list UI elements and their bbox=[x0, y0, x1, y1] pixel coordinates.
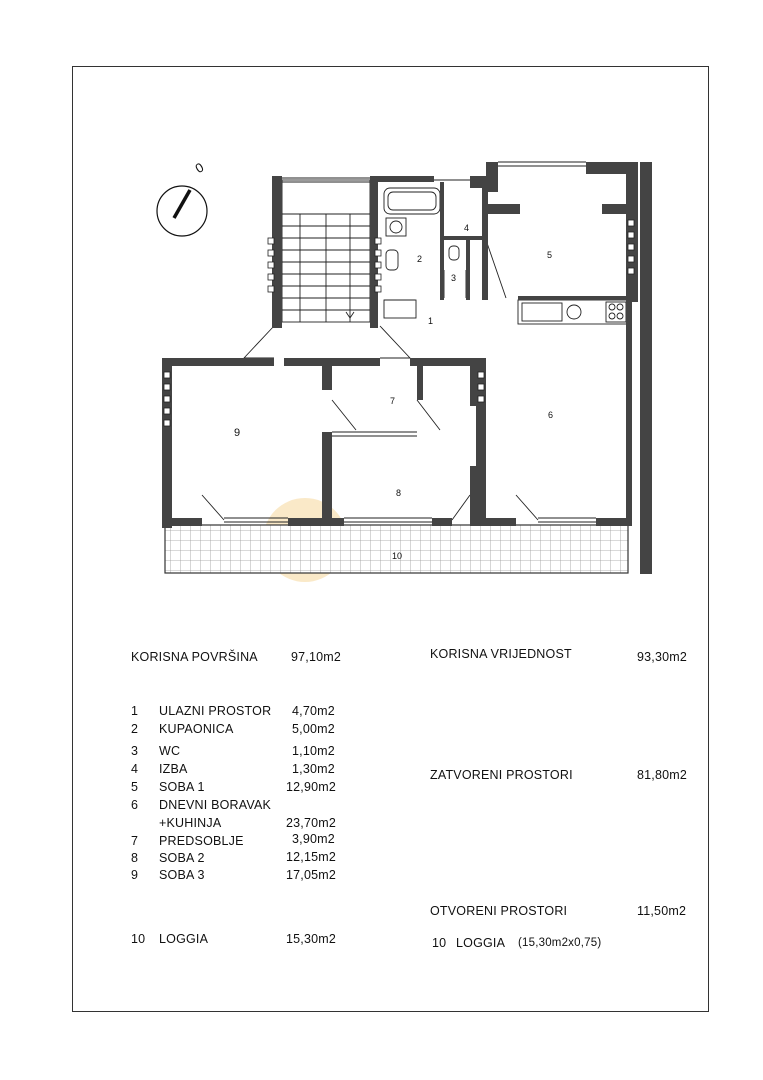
room-name: SOBA 1 bbox=[159, 780, 205, 794]
room-name: SOBA 3 bbox=[159, 868, 205, 882]
loggia-right-formula: (15,30m2x0,75) bbox=[518, 937, 602, 949]
room-name: KUPAONICA bbox=[159, 722, 234, 736]
room-num: 7 bbox=[131, 834, 139, 848]
otvoreni-label: OTVORENI PROSTORI bbox=[430, 904, 568, 918]
room-area: 1,10m2 bbox=[292, 744, 335, 758]
room-num: 4 bbox=[131, 762, 139, 776]
loggia bbox=[165, 525, 628, 573]
room-area: 5,00m2 bbox=[292, 722, 335, 736]
room-name: IZBA bbox=[159, 762, 188, 776]
room-num: 2 bbox=[131, 722, 139, 736]
room-area: 12,90m2 bbox=[286, 780, 337, 794]
room-label-8: 8 bbox=[396, 488, 402, 498]
room-area: 1,30m2 bbox=[292, 762, 335, 776]
north-label: 0 bbox=[192, 159, 207, 177]
loggia-left-area: 15,30m2 bbox=[286, 932, 337, 946]
room-num: 6 bbox=[131, 798, 139, 812]
loggia-left-num: 10 bbox=[131, 932, 146, 946]
room-label-1: 1 bbox=[428, 316, 434, 326]
room-name: PREDSOBLJE bbox=[159, 834, 244, 848]
room-label-3: 3 bbox=[451, 273, 457, 283]
room-label-5: 5 bbox=[547, 250, 553, 260]
walls bbox=[162, 162, 652, 574]
facade-blocks bbox=[164, 220, 634, 426]
room-area: 3,90m2 bbox=[292, 832, 335, 846]
room-label-9: 9 bbox=[234, 427, 241, 439]
korisna-povrsina-label: KORISNA POVRŠINA bbox=[131, 650, 258, 664]
room-num: 9 bbox=[131, 868, 139, 882]
room-area: 12,15m2 bbox=[286, 850, 337, 864]
room-num: 8 bbox=[131, 851, 139, 865]
room-num: 1 bbox=[131, 704, 139, 718]
korisna-vrijednost-value: 93,30m2 bbox=[637, 650, 688, 664]
room-name-2: +KUHINJA bbox=[159, 816, 222, 830]
room-label-10: 10 bbox=[392, 551, 403, 561]
room-num: 3 bbox=[131, 744, 139, 758]
room-label-6: 6 bbox=[548, 410, 554, 420]
room-area: 17,05m2 bbox=[286, 868, 337, 882]
north-compass bbox=[157, 159, 207, 236]
korisna-vrijednost-label: KORISNA VRIJEDNOST bbox=[430, 647, 572, 661]
zatvoreni-label: ZATVORENI PROSTORI bbox=[430, 768, 573, 782]
room-label-7: 7 bbox=[390, 396, 396, 406]
room-name: SOBA 2 bbox=[159, 851, 205, 865]
room-label-2: 2 bbox=[417, 254, 423, 264]
loggia-right-name: LOGGIA bbox=[456, 936, 506, 950]
room-label-4: 4 bbox=[464, 223, 470, 233]
korisna-povrsina-value: 97,10m2 bbox=[291, 650, 342, 664]
room-area: 4,70m2 bbox=[292, 704, 335, 718]
room-name: ULAZNI PROSTOR bbox=[159, 704, 272, 718]
interior-lines bbox=[202, 162, 628, 522]
zatvoreni-value: 81,80m2 bbox=[637, 768, 688, 782]
room-name: WC bbox=[159, 744, 181, 758]
otvoreni-value: 11,50m2 bbox=[637, 904, 687, 918]
room-name: DNEVNI BORAVAK bbox=[159, 798, 272, 812]
room-num: 5 bbox=[131, 780, 139, 794]
room-area: 23,70m2 bbox=[286, 816, 337, 830]
loggia-left-name: LOGGIA bbox=[159, 932, 209, 946]
loggia-right-num: 10 bbox=[432, 936, 447, 950]
